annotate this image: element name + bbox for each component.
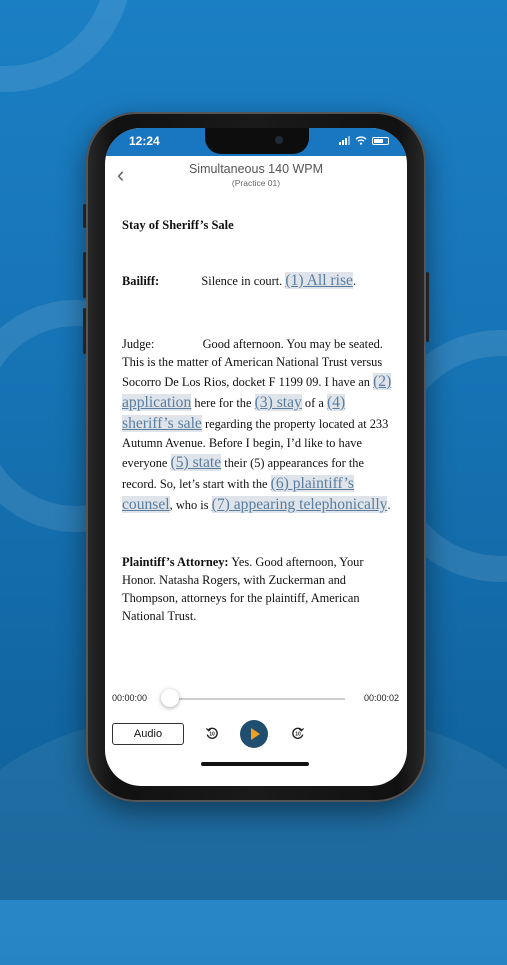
page-title: Simultaneous 140 WPM — [188, 162, 324, 176]
progress-track[interactable] — [167, 698, 345, 700]
mute-switch — [83, 204, 86, 228]
battery-icon — [372, 137, 389, 145]
play-button[interactable] — [240, 720, 268, 748]
judge-paragraph: Judge: Good afternoon. You may be seated. This is the matter of American National Trust versus Socorro De Los Rios, docket F 1199 09. I have an (2) application here for the (3) stay of a (4) sheriff’s sale regarding the property located at 233 Autumn Avenue. Before I begin, I’d like to have everyone (5) state their (5) appearances for the record. So, let’s start with the (6) plaintiff’s counsel, who is (7) appearing telephonically. — [122, 337, 392, 513]
transcript-text: Yes. Good afternoon, Your Honor. Natasha Rogers, with Zuckerman and Thompson, attorneys for the plaintiff, American National Trust. — [122, 555, 364, 623]
volume-down-button — [83, 308, 86, 354]
transcript-text: their (5) appearances for the record. So, let’s start with the — [122, 456, 364, 491]
audio-button[interactable]: Audio — [112, 723, 184, 745]
header — [105, 156, 407, 200]
answer-blank[interactable]: (2) application — [122, 373, 392, 411]
status-time: 12:24 — [129, 134, 160, 148]
bailiff-paragraph: Bailiff: Silence in court. (1) All rise. — [122, 272, 357, 289]
total-time: 00:00:02 — [363, 693, 399, 703]
transcript-text: regarding the property located at 233 Autumn Avenue. Before I begin, I’d like to have everyone — [122, 417, 389, 470]
status-icons — [339, 136, 389, 145]
attorney-paragraph — [122, 553, 392, 625]
speaker-label: Bailiff: — [122, 274, 160, 288]
answer-blank[interactable]: (3) stay — [254, 394, 302, 411]
volume-up-button — [83, 252, 86, 298]
forward-10-icon[interactable] — [291, 726, 305, 740]
transcript-text: Silence in court. — [201, 274, 283, 288]
phone-screen — [105, 128, 407, 786]
forward-seconds: 10 — [295, 731, 301, 738]
answer-blank[interactable]: (7) appearing telephonically — [211, 496, 388, 513]
play-icon — [240, 720, 268, 748]
transcript-text: Good afternoon. You may be seated. This is the matter of American National Trust versus Socorro De Los Rios, docket F 1199 09. I have an — [122, 337, 383, 389]
transcript — [122, 216, 392, 625]
status-bar — [105, 128, 407, 156]
page-subtitle: (Practice 01) — [231, 178, 281, 188]
cellular-signal-icon — [339, 136, 350, 145]
speaker-label: Judge: — [122, 337, 155, 351]
rewind-seconds: 10 — [209, 731, 215, 738]
notch — [205, 128, 309, 154]
progress-slider-thumb[interactable] — [161, 689, 179, 707]
answer-blank[interactable]: (4) sheriff’s sale — [122, 394, 346, 432]
current-time: 00:00:00 — [112, 693, 148, 703]
speaker-label: Plaintiff’s Attorney: — [122, 555, 229, 569]
home-indicator[interactable] — [201, 762, 309, 766]
answer-blank[interactable]: (1) All rise — [285, 272, 353, 289]
transcript-heading: Stay of Sheriff’s Sale — [122, 218, 234, 232]
background-ring — [0, 0, 132, 92]
answer-blank[interactable]: (6) plaintiff’s counsel — [122, 475, 354, 513]
wifi-icon — [355, 136, 367, 145]
transcript-text: , who is — [169, 498, 209, 512]
transcript-text: here for the — [194, 396, 252, 410]
power-button — [426, 272, 429, 342]
rewind-10-icon[interactable] — [205, 726, 219, 740]
phone-frame — [86, 112, 426, 802]
back-chevron-icon[interactable]: ‹ — [117, 162, 125, 187]
answer-blank[interactable]: (5) state — [170, 454, 222, 471]
transcript-text: of a — [304, 396, 324, 410]
front-camera — [275, 136, 283, 144]
